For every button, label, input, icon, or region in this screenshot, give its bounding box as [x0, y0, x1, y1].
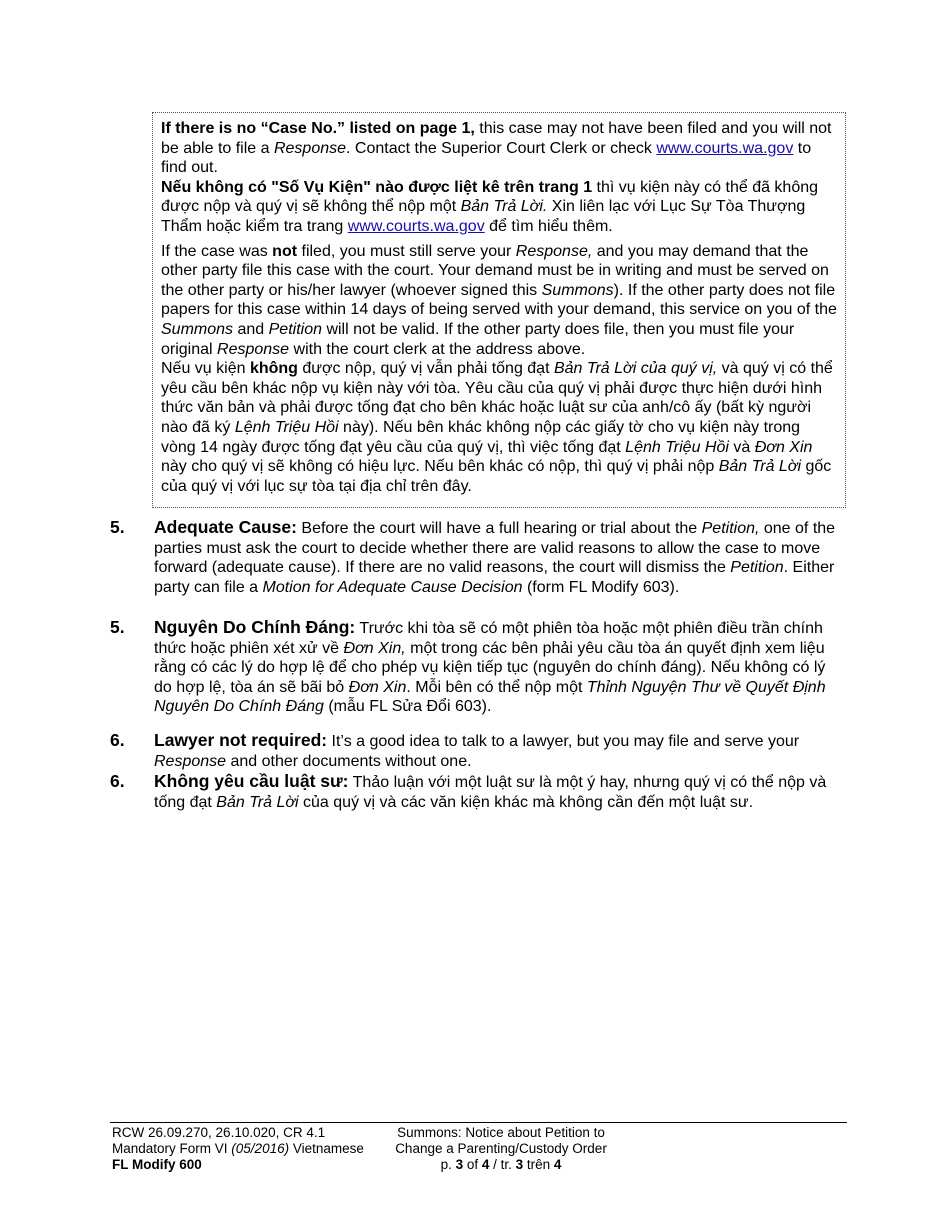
section-5-adequate-cause-vi: [110, 618, 840, 718]
footer-page-number: p. 3 of 4 / tr. 3 trên 4: [440, 1157, 562, 1172]
notice-vi-case-not-filed: Nếu vụ kiện không được nộp, quý vị vẫn phải tống đạt Bản Trả Lời của quý vị, và quý vị có thể yêu cầu bên khác nộp vụ kiện này với tòa. Yêu cầu của quý vị phải được thực hiện dưới hình thức văn bản và phải được tống đạt cho bên khác hoặc luật sư của anh/cô ấy (bất kỳ người nào đã ký Lệnh Triệu Hồi này). Nếu bên khác không nộp các giấy tờ cho vụ kiện này trong vòng 14 ngày được tống đạt yêu cầu của quý vị, thì việc tống đạt Lệnh Triệu Hồi và Đơn Xin này cho quý vị sẽ không có hiệu lực. Nếu bên khác có nộp, thì quý vị phải nộp Bản Trả Lời gốc của quý vị với lục sự tòa tại địa chỉ trên đây.: [161, 360, 833, 495]
section-number: 5.: [110, 617, 125, 637]
notice-vi-no-case-number: Nếu không có "Số Vụ Kiện" nào được liệt kê trên trang 1 thì vụ kiện này có thể đã không được nộp và quý vị sẽ không thể nộp một Bản Trả Lời. Xin liên lạc với Lục Sự Tòa Thượng Thẩm hoặc kiểm tra trang www.courts.wa.gov để tìm hiểu thêm.: [161, 178, 819, 235]
courts-website-link-vi[interactable]: www.courts.wa.gov: [347, 217, 485, 235]
footer-form-info: [112, 1125, 364, 1173]
section-heading: Không yêu cầu luật sư:: [154, 771, 349, 791]
footer-document-title: Summons: Notice about Petition to Change a Parenting/Custody Order p. 3 of 4 / tr. 3 trên 4: [386, 1125, 616, 1173]
section-6-lawyer-not-required-en: [110, 731, 840, 773]
section-5-adequate-cause-en: [110, 518, 840, 618]
section-number: 5.: [110, 517, 125, 537]
section-number: 6.: [110, 730, 125, 750]
notice-en-case-not-filed: If the case was not filed, you must still serve your Response, and you may demand that the other party file this case with the court. Your demand must be in writing and must be served on the other party or his/her lawyer (whoever signed this Summons). If the other party does not file papers for this case within 14 days of being served with your demand, this service on you of the Summons and Petition will not be valid. If the other party does file, then you must file your original Response with the court clerk at the address above.: [161, 242, 837, 358]
section-heading: Adequate Cause:: [154, 517, 297, 537]
section-number: 6.: [110, 771, 125, 791]
section-heading: Nguyên Do Chính Đáng:: [154, 617, 356, 637]
section-heading: Lawyer not required:: [154, 730, 328, 750]
section-6-lawyer-not-required-vi: [110, 772, 840, 834]
footer-rcw-citation: RCW 26.09.270, 26.10.020, CR 4.1: [112, 1125, 326, 1140]
section-body: Adequate Cause: Before the court will have a full hearing or trial about the Petition, one of the parties must ask the court to decide whether there are valid reasons to allow the case to move forward (adequate cause). If there are no valid reasons, the court will dismiss the Petition. Either party can file a Motion for Adequate Cause Decision (form FL Modify 603).: [154, 517, 836, 596]
courts-website-link[interactable]: www.courts.wa.gov: [656, 139, 794, 157]
page-footer: [110, 1122, 847, 1175]
section-body: Lawyer not required: It’s a good idea to talk to a lawyer, but you may file and serve your Response and other documents without one.: [154, 730, 800, 770]
case-filing-notice-box: [152, 112, 846, 508]
section-body: Nguyên Do Chính Đáng: Trước khi tòa sẽ có một phiên tòa hoặc một phiên điều trần chính thức hoặc phiên xét xử về Đơn Xin, một trong các bên phải yêu cầu tòa án quyết định xem liệu rằng có các lý do hợp lệ để cho phép vụ kiện tiếp tục (nguyên do chính đáng). Nếu không có lý do hợp lệ, tòa án sẽ bãi bỏ Đơn Xin. Mỗi bên có thể nộp một Thỉnh Nguyện Thư về Quyết Định Nguyên Do Chính Đáng (mẫu FL Sửa Đổi 603).: [154, 617, 826, 716]
notice-en-no-case-number: If there is no “Case No.” listed on page 1, this case may not have been filed and you will not be able to file a Response. Contact the Superior Court Clerk or check www.courts.wa.gov to find out.: [161, 120, 832, 177]
section-body: Không yêu cầu luật sư: Thảo luận với một luật sư là một ý hay, nhưng quý vị có thể nộp và tống đạt Bản Trả Lời của quý vị và các văn kiện khác mà không cần đến một luật sư.: [154, 771, 827, 811]
footer-mandatory-form: Mandatory Form VI (05/2016) Vietnamese: [112, 1141, 364, 1156]
footer-form-id: FL Modify 600: [112, 1157, 202, 1172]
